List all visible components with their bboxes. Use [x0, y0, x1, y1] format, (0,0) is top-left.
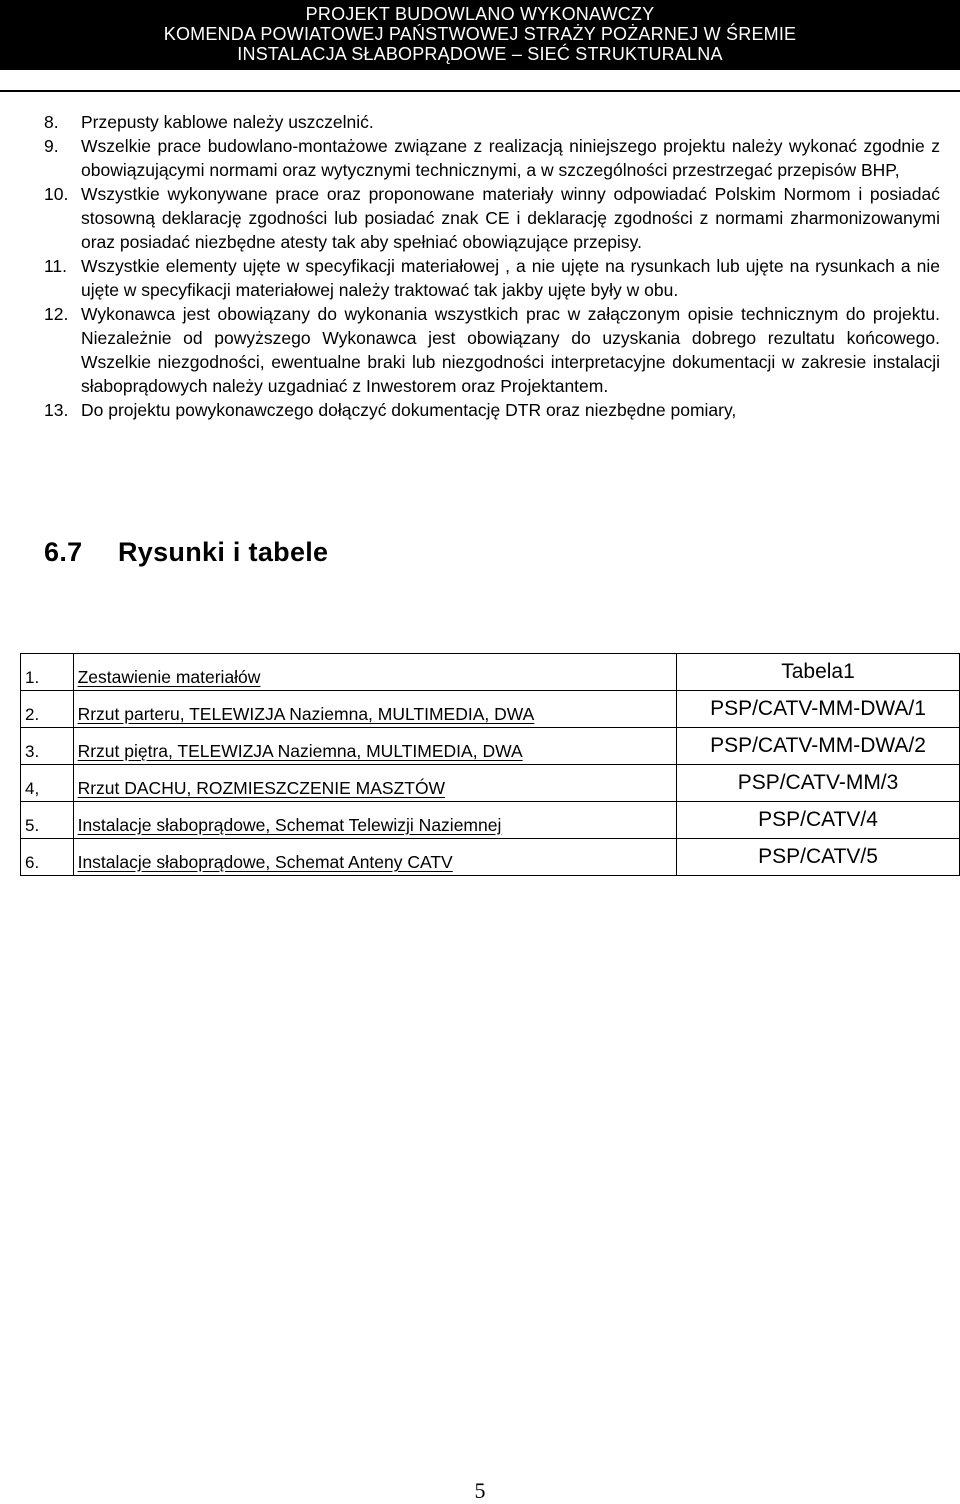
table-row	[21, 765, 960, 802]
drawing-code: Tabela1	[677, 654, 960, 691]
header-divider	[0, 90, 960, 92]
list-item-number: 12.	[44, 304, 69, 324]
drawing-description-text: Instalacje słaboprądowe, Schemat Telewizji Naziemnej	[77, 815, 502, 835]
section-title: Rysunki i tabele	[118, 537, 329, 567]
list-item	[44, 302, 940, 398]
drawing-description-text: Instalacje słaboprądowe, Schemat Anteny CATV	[77, 852, 453, 872]
list-item-text: Wszystkie wykonywane prace oraz proponowane materiały winny odpowiadać Polskim Normom i posiadać stosowną deklarację zgodności lub posiadać znak CE i deklarację zgodności z normami zharmonizowanymi oraz posiadać niezbędne atesty tak aby spełniać obowiązujące przepisy.	[81, 184, 940, 252]
list-item-number: 9.	[44, 136, 59, 156]
drawing-code: PSP/CATV-MM-DWA/2	[677, 728, 960, 765]
drawing-code: PSP/CATV/4	[677, 802, 960, 839]
drawing-number: 4,	[21, 765, 74, 802]
drawing-description	[73, 728, 676, 765]
drawing-number: 1.	[21, 654, 74, 691]
list-item-number: 13.	[44, 400, 69, 420]
list-item	[44, 254, 940, 302]
list-item-number: 10.	[44, 184, 69, 204]
drawings-table	[20, 653, 960, 876]
drawing-code: PSP/CATV-MM-DWA/1	[677, 691, 960, 728]
table-row	[21, 728, 960, 765]
list-item-text: Przepusty kablowe należy uszczelnić.	[81, 112, 374, 132]
drawing-description-text: Rrzut DACHU, ROZMIESZCZENIE MASZTÓW	[77, 778, 446, 798]
drawing-description	[73, 839, 676, 876]
list-item-number: 11.	[44, 256, 68, 276]
header-client: KOMENDA POWIATOWEJ PAŃSTWOWEJ STRAŻY POŻARNEJ W ŚREMIE	[163, 24, 797, 44]
drawing-description-text: Rrzut piętra, TELEWIZJA Naziemna, MULTIMEDIA, DWA	[77, 741, 523, 761]
drawing-description-text: Rrzut parteru, TELEWIZJA Naziemna, MULTIMEDIA, DWA	[77, 704, 535, 724]
drawing-description-text: Zestawienie materiałów	[77, 667, 261, 687]
header-scope: INSTALACJA SŁABOPRĄDOWE – SIEĆ STRUKTURALNA	[237, 44, 723, 64]
header-project-type: PROJEKT BUDOWLANO WYKONAWCZY	[305, 4, 655, 24]
page-number: 5	[474, 1478, 486, 1503]
table-row	[21, 839, 960, 876]
list-item-text: Wykonawca jest obowiązany do wykonania wszystkich prac w załączonym opisie technicznym do projektu. Niezależnie od powyższego Wykonawca jest obowiązany do uzyskania dobrego rezultatu końcowego. Wszelkie niezgodności, ewentualne braki lub niezgodności interpretacyjne dokumentacji w zakresie instalacji słaboprądowych należy uzgadniać z Inwestorem oraz Projektantem.	[81, 304, 940, 396]
drawing-code: PSP/CATV/5	[677, 839, 960, 876]
list-item	[44, 110, 940, 134]
list-item-text: Wszelkie prace budowlano-montażowe związane z realizacją niniejszego projektu należy wykonać zgodnie z obowiązującymi normami oraz wytycznymi technicznymi, a w szczególności przestrzegać przepisów BHP,	[81, 136, 940, 180]
drawing-number: 5.	[21, 802, 74, 839]
drawing-number: 6.	[21, 839, 74, 876]
page-header	[0, 0, 960, 70]
list-item	[44, 134, 940, 182]
drawing-description	[73, 691, 676, 728]
drawing-code: PSP/CATV-MM/3	[677, 765, 960, 802]
drawing-number: 3.	[21, 728, 74, 765]
table-row	[21, 802, 960, 839]
list-item-text: Do projektu powykonawczego dołączyć dokumentację DTR oraz niezbędne pomiary,	[81, 400, 737, 420]
list-item	[44, 182, 940, 254]
drawing-description	[73, 654, 676, 691]
list-item	[44, 398, 940, 422]
table-row	[21, 691, 960, 728]
list-item-text: Wszystkie elementy ujęte w specyfikacji materiałowej , a nie ujęte na rysunkach lub ujęte na rysunkach a nie ujęte w specyfikacji materiałowej należy traktować tak jakby ujęte były w obu.	[81, 256, 940, 300]
section-number: 6.7	[44, 537, 83, 567]
section-heading	[44, 537, 328, 568]
drawing-description	[73, 765, 676, 802]
table-row	[21, 654, 960, 691]
drawing-number: 2.	[21, 691, 74, 728]
requirements-list	[44, 110, 940, 422]
list-item-number: 8.	[44, 112, 59, 132]
drawing-description	[73, 802, 676, 839]
